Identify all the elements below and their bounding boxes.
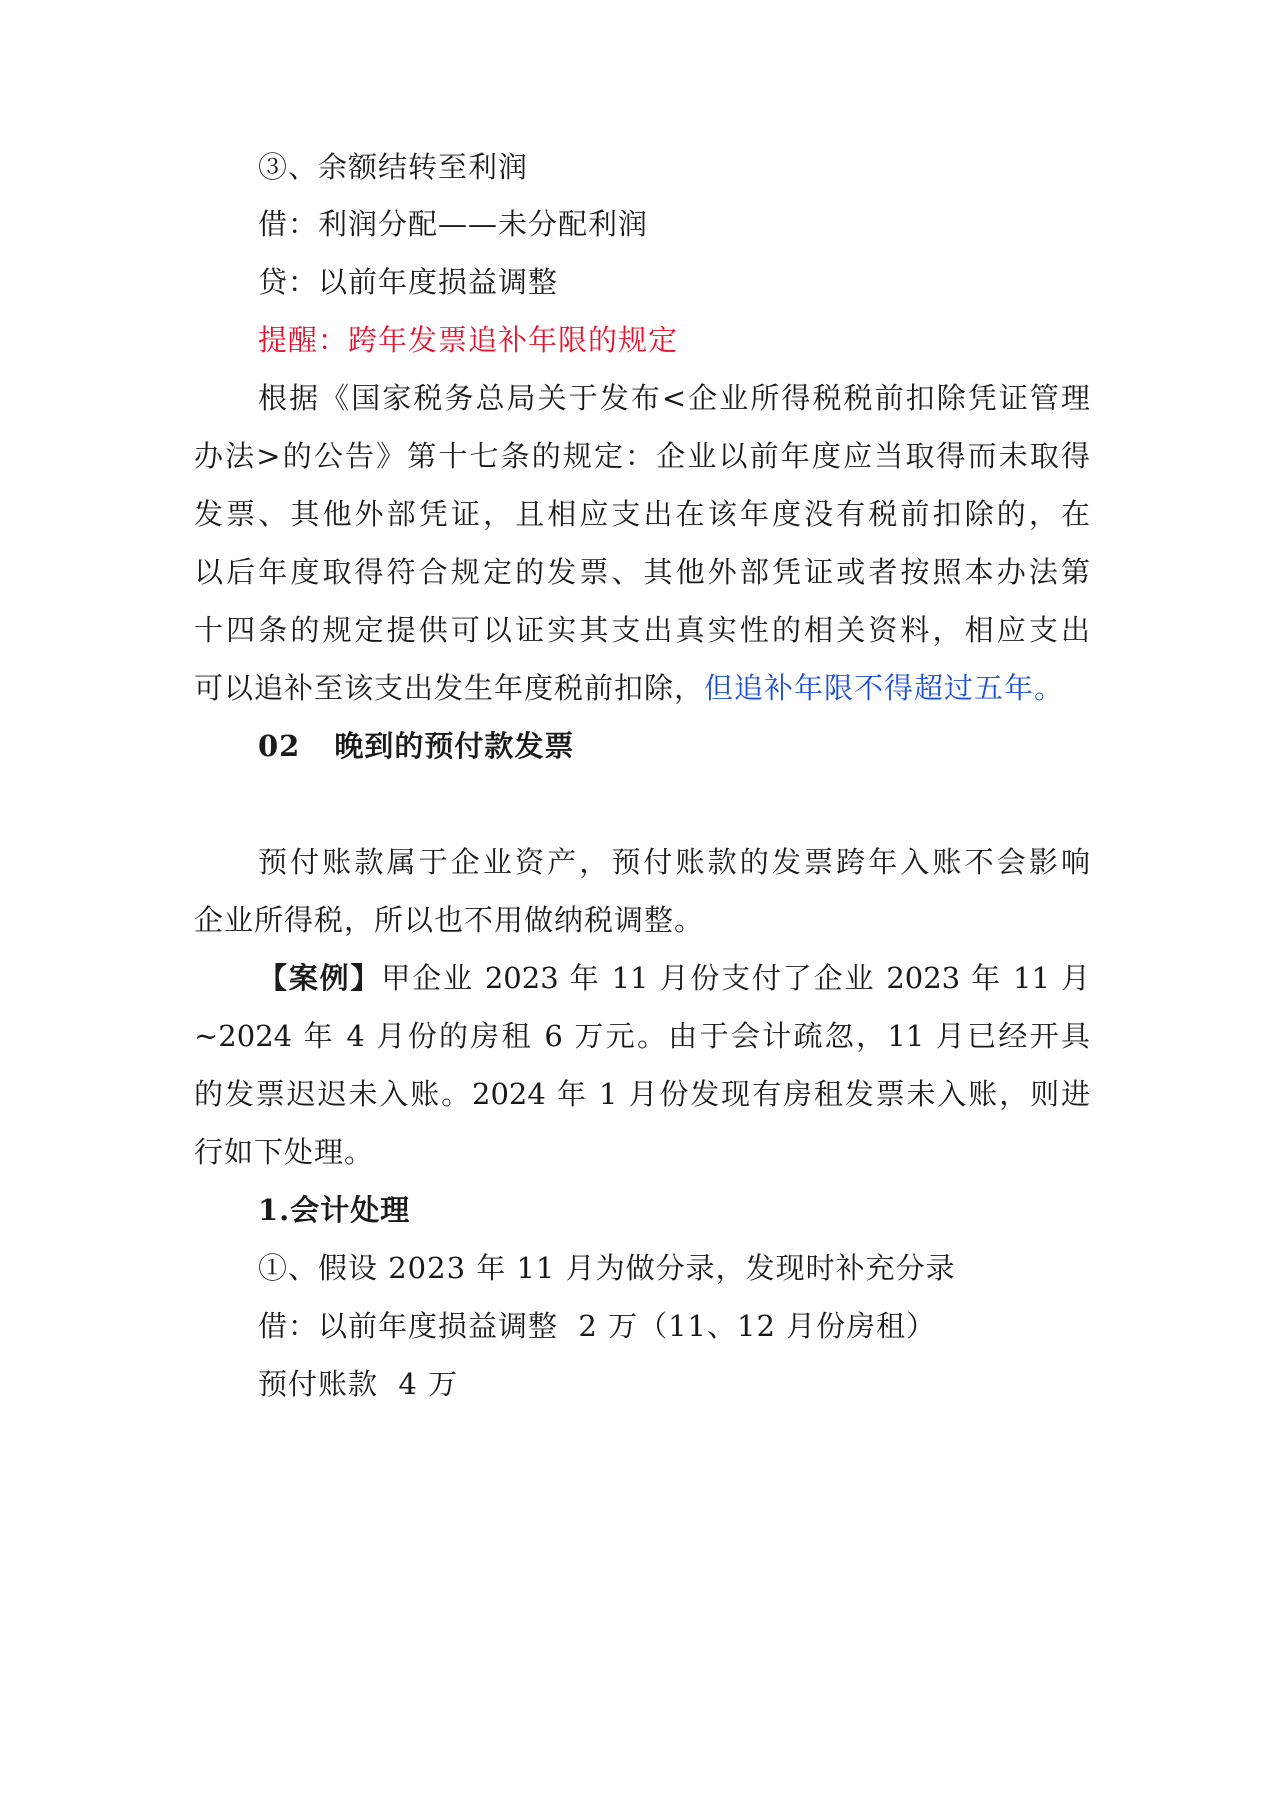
para2-last-line: 企业所得税，所以也不用做纳税调整。: [194, 903, 705, 937]
para1-line-4: 以后年度取得符合规定的发票、其他外部凭证或者按照本办法第: [194, 555, 1090, 589]
entry2-debit: 借：以前年度损益调整 2 万（11、12 月份房租）: [258, 1309, 937, 1343]
reminder-title: 提醒：跨年发票追补年限的规定: [258, 323, 679, 357]
entry1-credit: 贷：以前年度损益调整: [258, 265, 559, 299]
para1-last-plain: 可以追补至该支出发生年度税前扣除，: [194, 671, 705, 705]
case-line-3: 的发票迟迟未入账。2024 年 1 月份发现有房租发票未入账，则进: [194, 1077, 1090, 1111]
section2-number: 02: [258, 729, 301, 763]
para1-line-2: 办法>的公告》第十七条的规定：企业以前年度应当取得而未取得: [194, 439, 1090, 473]
case-last-line: 行如下处理。: [194, 1135, 375, 1169]
para1-highlight: 但追补年限不得超过五年。: [704, 671, 1065, 705]
para2-line-1: 预付账款属于企业资产，预付账款的发票跨年入账不会影响: [258, 845, 1090, 879]
case-line-2: ~2024 年 4 月份的房租 6 万元。由于会计疏忽，11 月已经开具: [194, 1019, 1090, 1053]
para1-line-3: 发票、其他外部凭证，且相应支出在该年度没有税前扣除的，在: [194, 497, 1090, 531]
section2-heading: [258, 726, 574, 766]
case-line-1-text: 甲企业 2023 年 11 月份支付了企业 2023 年 11 月: [381, 961, 1090, 995]
case-line-1: [258, 958, 1090, 998]
step3-heading: ③、余额结转至利润: [258, 150, 529, 184]
para1-line-5: 十四条的规定提供可以证实其支出真实性的相关资料，相应支出: [194, 613, 1090, 647]
para1-last-line: [194, 668, 1064, 708]
section2-title: 晚到的预付款发票: [334, 729, 575, 763]
para1-line-1: 根据《国家税务总局关于发布<企业所得税税前扣除凭证管理: [258, 381, 1090, 415]
sub1-title: 1.会计处理: [258, 1193, 411, 1227]
step1-heading: ①、假设 2023 年 11 月为做分录，发现时补充分录: [258, 1251, 956, 1285]
entry1-debit: 借：利润分配——未分配利润: [258, 207, 649, 241]
entry2-item: 预付账款 4 万: [258, 1367, 459, 1401]
case-label: 【案例】: [258, 961, 382, 995]
